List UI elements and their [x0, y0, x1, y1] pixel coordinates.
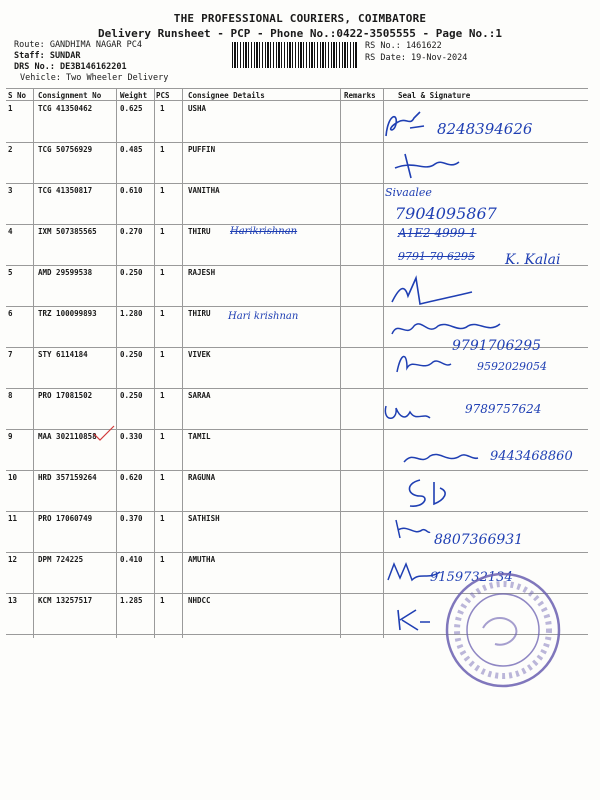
runsheet-title: Delivery Runsheet - PCP - Phone No.:0422-3505555 - Page No.:1	[98, 27, 502, 40]
cell-sno: 4	[8, 227, 13, 236]
cell-pcs: 1	[160, 104, 165, 113]
cell-pcs: 1	[160, 227, 165, 236]
row-rule	[6, 142, 588, 143]
cell-cons: TCG 41350462	[38, 104, 93, 113]
cell-weight: 0.250	[120, 268, 143, 277]
col-signature: Seal & Signature	[398, 91, 471, 100]
cell-cons: IXM 507385565	[38, 227, 97, 236]
cell-consignee: SATHISH	[188, 514, 220, 523]
col-consignment: Consignment No	[38, 91, 102, 100]
cell-sno: 6	[8, 309, 13, 318]
cell-pcs: 1	[160, 432, 165, 441]
cell-weight: 0.485	[120, 145, 143, 154]
col-divider	[340, 88, 341, 638]
signature-row-1	[380, 108, 430, 144]
struck-id-row-4: A1E2 4999 1	[398, 226, 477, 240]
cell-weight: 0.330	[120, 432, 143, 441]
cell-weight: 1.280	[120, 309, 143, 318]
cell-weight: 0.270	[120, 227, 143, 236]
cell-pcs: 1	[160, 309, 165, 318]
cell-sno: 11	[8, 514, 18, 523]
cell-consignee: TAMIL	[188, 432, 211, 441]
barcode-image	[232, 42, 357, 68]
row-rule	[6, 388, 588, 389]
cell-cons: KCM 13257517	[38, 596, 93, 605]
cell-weight: 0.620	[120, 473, 143, 482]
signature-row-7	[393, 348, 453, 378]
cell-sno: 10	[8, 473, 18, 482]
signature-row-11	[392, 516, 432, 540]
cell-weight: 1.285	[120, 596, 143, 605]
company-name: THE PROFESSIONAL COURIERS, COIMBATORE	[173, 12, 427, 25]
cell-consignee: NHDCC	[188, 596, 211, 605]
col-sno: S No	[8, 91, 27, 100]
cell-pcs: 1	[160, 596, 165, 605]
phone-row-7: 9791706295	[452, 338, 542, 354]
row-rule	[6, 552, 588, 553]
cell-sno: 1	[8, 104, 13, 113]
tick-mark-row-9	[88, 424, 118, 444]
cell-consignee: USHA	[188, 104, 207, 113]
cell-cons: PRO 17060749	[38, 514, 93, 523]
vehicle-label: Vehicle: Two Wheeler Delivery	[20, 73, 169, 83]
phone-row-9: 9443468860	[490, 449, 573, 464]
cell-pcs: 1	[160, 514, 165, 523]
phone2-row-7: 9592029054	[477, 360, 547, 373]
row-rule	[6, 183, 588, 184]
cell-cons: DPM 724225	[38, 555, 84, 564]
cell-sno: 9	[8, 432, 13, 441]
cell-consignee: THIRU	[188, 227, 211, 236]
row-rule	[6, 224, 588, 225]
cell-cons: TCG 41350817	[38, 186, 93, 195]
col-pcs: PCS	[156, 91, 170, 100]
cell-pcs: 1	[160, 145, 165, 154]
row-rule	[6, 511, 588, 512]
signature-row-13	[392, 606, 432, 632]
cell-pcs: 1	[160, 555, 165, 564]
cell-pcs: 1	[160, 350, 165, 359]
cell-weight: 0.625	[120, 104, 143, 113]
remark-row-4: Harikrishnan	[230, 226, 298, 237]
staff-label: Staff: SUNDAR	[14, 51, 81, 61]
cell-consignee: RAGUNA	[188, 473, 216, 482]
cell-consignee: VIVEK	[188, 350, 211, 359]
cell-cons: TRZ 100099893	[38, 309, 97, 318]
col-consignee: Consignee Details	[188, 91, 265, 100]
route-label: Route: GANDHIMA NAGAR PC4	[14, 40, 142, 50]
phone-row-8: 9789757624	[465, 402, 542, 416]
cell-consignee: SARAA	[188, 391, 211, 400]
cell-weight: 0.370	[120, 514, 143, 523]
cell-cons: HRD 357159264	[38, 473, 97, 482]
cell-weight: 0.250	[120, 350, 143, 359]
signature-row-10	[400, 474, 460, 512]
cell-pcs: 1	[160, 391, 165, 400]
phone-row-1: 8248394626	[437, 120, 533, 138]
cell-sno: 2	[8, 145, 13, 154]
cell-sno: 8	[8, 391, 13, 400]
remark-row-6: Hari krishnan	[228, 311, 299, 322]
cell-cons: MAA 302110858	[38, 432, 97, 441]
cell-weight: 0.610	[120, 186, 143, 195]
cell-cons: STY 6114184	[38, 350, 88, 359]
cell-consignee: PUFFIN	[188, 145, 216, 154]
phone-row-3: 7904095867	[395, 204, 497, 223]
cell-sno: 5	[8, 268, 13, 277]
row-rule	[6, 306, 588, 307]
cell-sno: 12	[8, 555, 18, 564]
cell-cons: AMD 29599538	[38, 268, 93, 277]
cell-cons: PRO 17081502	[38, 391, 93, 400]
rs-date: RS Date: 19-Nov-2024	[365, 53, 468, 63]
cell-consignee: THIRU	[188, 309, 211, 318]
cell-weight: 0.250	[120, 391, 143, 400]
col-divider	[154, 88, 155, 638]
header-rule	[6, 100, 588, 101]
phone-row-12: 9159732134	[430, 570, 513, 585]
cell-pcs: 1	[160, 186, 165, 195]
table-top-rule	[6, 88, 588, 89]
cell-weight: 0.410	[120, 555, 143, 564]
col-remarks: Remarks	[344, 91, 376, 100]
col-divider	[383, 88, 384, 638]
cell-consignee: AMUTHA	[188, 555, 216, 564]
col-divider	[33, 88, 34, 638]
cell-cons: TCG 50756929	[38, 145, 93, 154]
name-row-4: K. Kalai	[505, 252, 561, 268]
name-row-3: Sivaalee	[385, 186, 432, 199]
col-divider	[182, 88, 183, 638]
col-divider	[116, 88, 117, 638]
signature-row-8	[380, 398, 450, 428]
phone-row-11: 8807366931	[434, 532, 524, 548]
drs-number: DRS No.: DE3B146162201	[14, 62, 127, 72]
row-rule	[6, 265, 588, 266]
cell-consignee: RAJESH	[188, 268, 216, 277]
cell-sno: 13	[8, 596, 18, 605]
cell-sno: 3	[8, 186, 13, 195]
cell-pcs: 1	[160, 268, 165, 277]
struck-phone-row-4: 9791 70 6295	[398, 250, 475, 263]
cell-pcs: 1	[160, 473, 165, 482]
cell-consignee: VANITHA	[188, 186, 220, 195]
seal-stamp	[443, 570, 563, 690]
rs-number: RS No.: 1461622	[365, 41, 442, 51]
signature-row-9	[400, 446, 480, 470]
row-rule	[6, 470, 588, 471]
signature-row-5	[386, 272, 476, 312]
cell-sno: 7	[8, 350, 13, 359]
col-weight: Weight	[120, 91, 148, 100]
signature-row-2	[385, 148, 465, 184]
